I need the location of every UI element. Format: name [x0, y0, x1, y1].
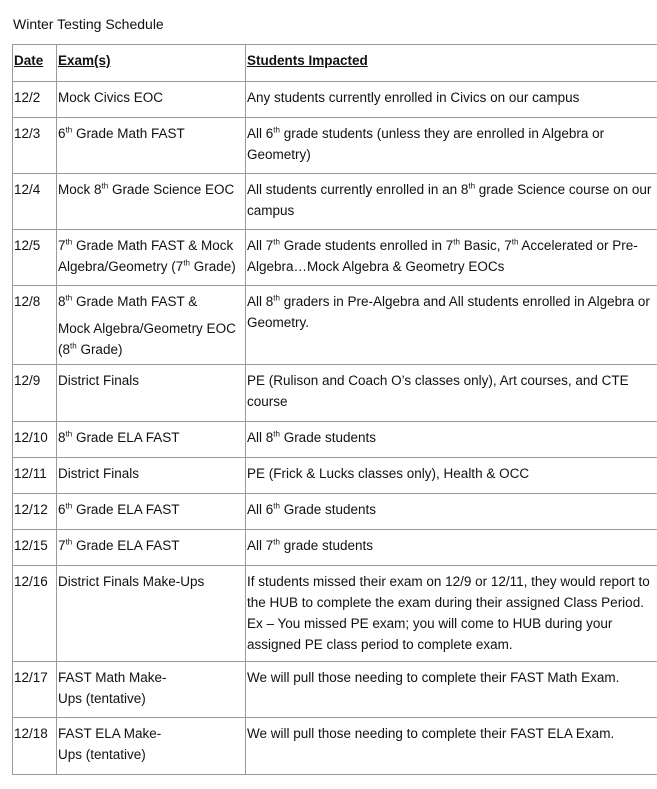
header-exams: Exam(s) — [57, 45, 246, 82]
ordinal-superscript: th — [65, 293, 73, 303]
students-impacted-cell — [246, 566, 657, 662]
students-impacted-cell — [246, 365, 657, 422]
exam-cell — [57, 530, 246, 566]
cell-text-segment: Basic, 7 — [459, 238, 512, 253]
students-impacted-cell — [246, 458, 657, 494]
cell-text-segment — [58, 312, 245, 318]
cell-text-segment: We will pull those needing to complete their FAST ELA Exam. — [247, 726, 615, 741]
cell-text-segment: Grade students — [279, 430, 376, 445]
ordinal-superscript: th — [101, 181, 109, 191]
date-cell: 12/4 — [13, 174, 57, 230]
cell-text-segment: Mock 8 — [58, 182, 102, 197]
exam-cell — [57, 718, 246, 775]
date-cell: 12/2 — [13, 82, 57, 118]
ordinal-superscript: th — [65, 125, 73, 135]
exam-cell — [57, 230, 246, 286]
cell-text-segment: graders in Pre-Algebra and All students enrolled in Algebra or Geometry. — [247, 294, 650, 330]
students-impacted-cell — [246, 82, 657, 118]
cell-text-segment: Grade ELA FAST — [72, 430, 180, 445]
cell-text-segment: Grade) — [76, 342, 123, 357]
table-row — [13, 286, 657, 365]
ordinal-superscript: th — [70, 341, 77, 351]
ordinal-superscript: th — [183, 258, 190, 268]
cell-text-segment: All 8 — [247, 430, 274, 445]
date-cell: 12/18 — [13, 718, 57, 775]
cell-text-segment: Ups (tentative) — [58, 691, 146, 706]
cell-text-segment: Accelerated or Pre-Algebra…Mock Algebra & Geometry EOCs — [247, 238, 638, 274]
cell-text-segment: Grade Math FAST & — [72, 294, 198, 309]
testing-schedule-table — [12, 44, 657, 775]
table-row — [13, 365, 657, 422]
ordinal-superscript: th — [65, 537, 73, 547]
cell-text-segment: Grade) — [189, 259, 236, 274]
exam-cell — [57, 422, 246, 458]
ordinal-superscript: th — [273, 293, 280, 303]
cell-text-segment: FAST Math Make- — [58, 670, 167, 685]
students-impacted-cell — [246, 718, 657, 775]
document-title: Winter Testing Schedule — [13, 16, 164, 32]
ordinal-superscript: th — [511, 237, 519, 247]
cell-text-segment: grade Science course on our campus — [247, 182, 652, 218]
cell-text-segment: All 7 — [247, 238, 274, 253]
cell-text-segment: Grade Math FAST — [72, 126, 185, 141]
exam-cell — [57, 458, 246, 494]
table-row — [13, 662, 657, 718]
header-date: Date — [13, 45, 57, 82]
cell-text-segment: 6 — [58, 126, 66, 141]
cell-text-segment: Mock Civics EOC — [58, 90, 164, 105]
students-impacted-cell — [246, 530, 657, 566]
students-impacted-cell — [246, 118, 657, 174]
cell-text-segment: All 8 — [247, 294, 274, 309]
cell-text-segment: grade students — [279, 538, 374, 553]
cell-text-segment: All 6 — [247, 126, 274, 141]
cell-text-segment: All students currently enrolled in an 8 — [247, 182, 469, 197]
cell-text-segment: Grade students — [279, 502, 376, 517]
cell-text-segment: If students missed their exam on 12/9 or 12/11, they would report to the HUB to complete the exam during their assigned Class Period. Ex – You missed PE exam; you will come to HUB during your assigned PE class period to complete exam. — [247, 574, 650, 652]
table-row — [13, 174, 657, 230]
table-row — [13, 82, 657, 118]
table-row — [13, 566, 657, 662]
exam-cell — [57, 365, 246, 422]
cell-text-segment: PE (Frick & Lucks classes only), Health & OCC — [247, 466, 530, 481]
date-cell: 12/10 — [13, 422, 57, 458]
exam-cell — [57, 82, 246, 118]
exam-cell — [57, 286, 246, 365]
cell-text-segment: FAST ELA Make- — [58, 726, 162, 741]
table-row — [13, 422, 657, 458]
date-cell: 12/16 — [13, 566, 57, 662]
exam-cell — [57, 494, 246, 530]
students-impacted-cell — [246, 662, 657, 718]
ordinal-superscript: th — [65, 501, 73, 511]
date-cell: 12/8 — [13, 286, 57, 365]
table-row — [13, 530, 657, 566]
students-impacted-cell — [246, 174, 657, 230]
ordinal-superscript: th — [65, 237, 73, 247]
cell-text-segment: Grade Science EOC — [108, 182, 235, 197]
cell-text-segment: Any students currently enrolled in Civics on our campus — [247, 90, 580, 105]
cell-text-segment: All 7 — [247, 538, 274, 553]
cell-text-segment: PE (Rulison and Coach O’s classes only), Art courses, and CTE course — [247, 373, 629, 409]
table-row — [13, 458, 657, 494]
header-students-impacted: Students Impacted — [246, 45, 657, 82]
table-row — [13, 118, 657, 174]
exam-cell — [57, 662, 246, 718]
cell-text-segment: 6 — [58, 502, 66, 517]
exam-cell — [57, 566, 246, 662]
date-cell: 12/17 — [13, 662, 57, 718]
cell-text-segment: District Finals Make-Ups — [58, 574, 205, 589]
cell-text-segment: We will pull those needing to complete their FAST Math Exam. — [247, 670, 620, 685]
students-impacted-cell — [246, 422, 657, 458]
date-cell: 12/11 — [13, 458, 57, 494]
cell-text-segment: Grade students enrolled in 7 — [279, 238, 454, 253]
students-impacted-cell — [246, 494, 657, 530]
cell-text-segment: Grade ELA FAST — [72, 502, 180, 517]
students-impacted-cell — [246, 230, 657, 286]
cell-text-segment: All 6 — [247, 502, 274, 517]
ordinal-superscript: th — [273, 501, 280, 511]
cell-text-segment: 8 — [58, 294, 66, 309]
date-cell: 12/9 — [13, 365, 57, 422]
cell-text-segment: grade students (unless they are enrolled in Algebra or Geometry) — [247, 126, 605, 162]
cell-text-segment: Grade Math FAST & Mock Algebra/Geometry (7 — [58, 238, 234, 274]
cell-text-segment: 7 — [58, 538, 66, 553]
cell-text-segment: 8 — [58, 430, 66, 445]
cell-text-segment: 7 — [58, 238, 66, 253]
date-cell: 12/5 — [13, 230, 57, 286]
ordinal-superscript: th — [273, 125, 280, 135]
cell-text-segment: District Finals — [58, 466, 140, 481]
table-row — [13, 230, 657, 286]
schedule-table-body — [13, 45, 657, 775]
exam-cell — [57, 118, 246, 174]
cell-text-segment: Grade ELA FAST — [72, 538, 180, 553]
cell-text-segment: Mock Algebra/Geometry EOC (8 — [58, 321, 236, 357]
exam-cell — [57, 174, 246, 230]
ordinal-superscript: th — [273, 537, 280, 547]
cell-text-segment: District Finals — [58, 373, 140, 388]
date-cell: 12/3 — [13, 118, 57, 174]
table-row — [13, 718, 657, 775]
ordinal-superscript: th — [453, 237, 460, 247]
header-row — [13, 45, 657, 82]
ordinal-superscript: th — [273, 429, 280, 439]
date-cell: 12/15 — [13, 530, 57, 566]
ordinal-superscript: th — [273, 237, 280, 247]
students-impacted-cell — [246, 286, 657, 365]
ordinal-superscript: th — [65, 429, 73, 439]
date-cell: 12/12 — [13, 494, 57, 530]
table-row — [13, 494, 657, 530]
ordinal-superscript: th — [468, 181, 476, 191]
cell-text-segment: Ups (tentative) — [58, 747, 146, 762]
